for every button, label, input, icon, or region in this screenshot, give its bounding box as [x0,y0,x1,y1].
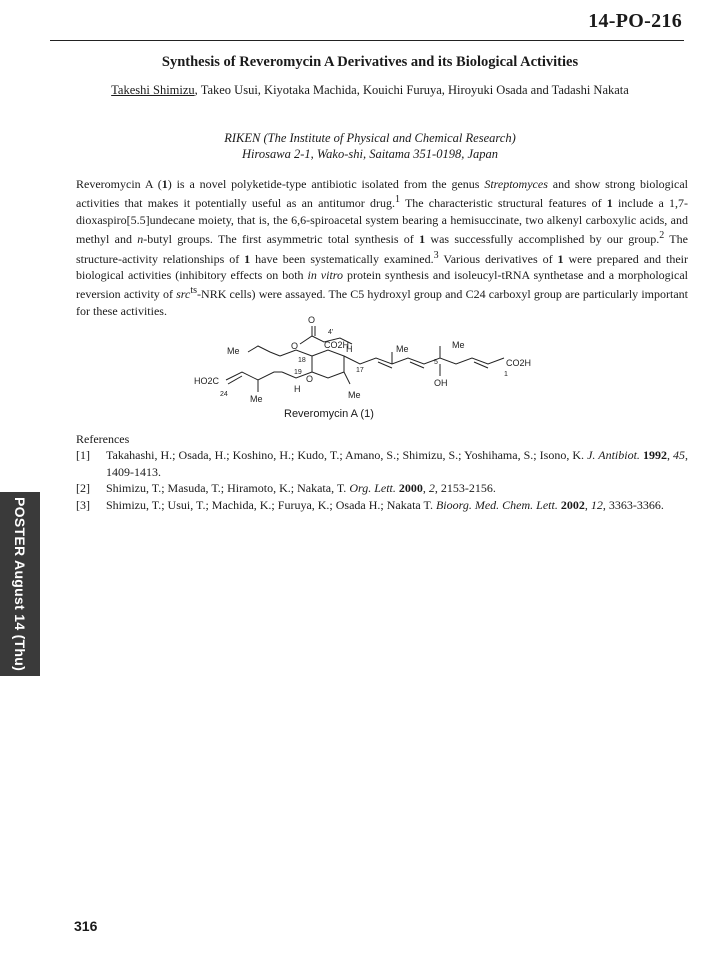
struct-label-h-top: H [346,344,353,354]
paper-title: Synthesis of Reveromycin A Derivatives and its Biological Activities [161,54,579,70]
affiliation [120,130,620,162]
chemical-structure [190,312,590,422]
struct-label-o-carbonyl: O [308,315,316,325]
struct-label-c4: 4' [328,329,334,336]
presenting-author: Takeshi Shimizu [111,83,195,97]
reference-item: [2] Shimizu, T.; Masuda, T.; Hiramoto, K.; Nakata, T. Org. Lett. 2000, 2, 2153-2156. [76,481,496,496]
affiliation-address: Hirosawa 2-1, Wako-shi, Saitama 351-0198, Japan [241,147,498,161]
struct-label-me-c5: Me [452,340,465,350]
struct-label-ho2c: HO2C [194,376,220,386]
reference-item: [3] Shimizu, T.; Usui, T.; Machida, K.; Furuya, K.; Osada H.; Nakata T. Bioorg. Med. Chem. Lett. 2002, 12, 3363-3366. [76,497,664,512]
poster-date-label: POSTER August 14 (Thu) [12,496,28,672]
struct-label-17: 17 [356,367,364,374]
poster-code: 14-PO-216 [588,10,682,32]
authors [80,83,660,98]
page-number: 316 [74,918,98,934]
struct-label-me-diene: Me [396,344,409,354]
struct-label-oh: OH [434,378,448,388]
struct-label-19: 19 [294,369,302,376]
struct-label-me-left: Me [250,394,263,404]
structure-caption: Reveromycin A (1) [284,408,374,420]
affiliation-institute: RIKEN (The Institute of Physical and Chemical Research) [224,131,516,145]
struct-label-o-ring: O [306,374,314,384]
header-rule [50,40,684,41]
struct-label-24: 24 [220,391,228,398]
struct-label-me-bottom: Me [348,390,361,400]
struct-label-5: 5 [434,359,438,366]
references-heading: References [76,432,130,446]
co-authors: , Takeo Usui, Kiyotaka Machida, Kouichi Furuya, Hiroyuki Osada and Tadashi Nakata [194,83,629,97]
references [76,431,688,513]
struct-label-h-bottom: H [294,384,301,394]
struct-label-18: 18 [298,357,306,364]
struct-label-co2h-right: CO2H [506,358,532,368]
abstract: Reveromycin A (1) is a novel polyketide-type antibiotic isolated from the genus Streptomyces and show strong biological activities that makes it potentially useful as an antitumor drug.$^1$ The characteristic structural features of 1 include a 1,7-dioxaspiro[5.5]undecane moiety, that is, the 6,6-spiroacetal system bearing a hemisuccinate, two alkenyl carboxylic acids, and methyl and n-butyl groups. The first asymmetric total synthesis of 1 was successfully accomplished by our group.$^2$ The structure-activity relationships of 1 have been systematically examined.$^3$ Various derivatives of 1 were prepared and their biological activities (inhibitory effects on both in vitro protein synthesis and isoleucyl-tRNA synthetase and a morphological reversion activity of src$^{ts}$-NRK cells) were assayed. The C5 hydroxyl group and C24 carboxyl group are particularly important for these activities. [76,177,688,318]
struct-label-1: 1 [504,371,508,378]
struct-label-co2h: CO2H [324,340,350,350]
poster-date-tab [0,492,40,676]
struct-label-me-butyl: Me [227,346,240,356]
struct-label-o-ester: O [291,341,299,351]
reference-item: [1] Takahashi, H.; Osada, H.; Koshino, H.; Kudo, T.; Amano, S.; Shimizu, S.; Yoshihama, S.; Isono, K. J. Antibiot. 1992, 45, 1409-1413. [76,448,689,479]
